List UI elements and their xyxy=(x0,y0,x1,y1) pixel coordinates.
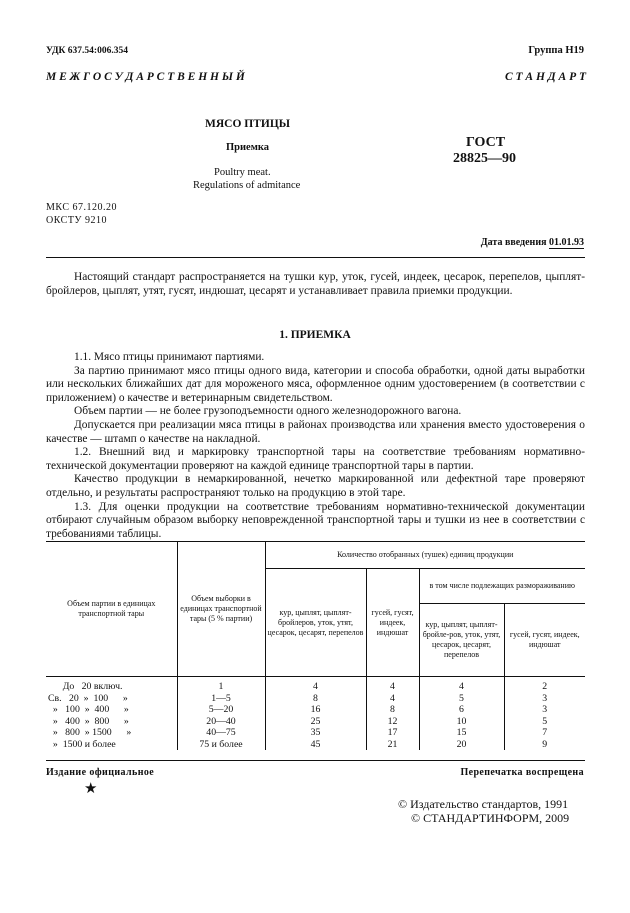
header-units-selected: Количество отобранных (тушек) единиц продукции xyxy=(265,542,585,569)
sampling-table xyxy=(46,541,585,750)
table-cell: 5 xyxy=(504,716,585,728)
english-title-line1: Poultry meat. xyxy=(214,167,271,178)
paragraph: 1.2. Внешний вид и маркировку транспортной тары на соответствие требованиям нормативно-технической документации проверяют на каждой единице транспортной тары в партии. xyxy=(46,446,585,472)
table-cell: 15 xyxy=(419,727,504,739)
table-row xyxy=(46,704,585,716)
table-cell: 20—40 xyxy=(177,716,265,728)
body-text xyxy=(46,351,585,541)
intro-text: Настоящий стандарт распространяется на тушки кур, уток, гусей, индеек, цесарок, перепелов, цыплят-бройлеров, цыплят, утят, гусят, индюшат, цесарят и устанавливает правила приемки продукции. xyxy=(46,271,585,297)
table-cell: 20 xyxy=(419,739,504,751)
table-row xyxy=(46,716,585,728)
gost-label: ГОСТ xyxy=(466,135,506,150)
standard-banner xyxy=(46,71,586,83)
official-edition: Издание официальное xyxy=(46,767,155,778)
table-cell: 4 xyxy=(366,677,419,693)
table-row xyxy=(46,677,585,693)
footer-divider xyxy=(46,760,585,761)
table-cell: 16 xyxy=(265,704,366,716)
paragraph: 1.1. Мясо птицы принимают партиями. xyxy=(74,351,265,363)
table-cell: 40—75 xyxy=(177,727,265,739)
table-cell: 2 xyxy=(504,677,585,693)
header-lot-size: Объем партии в единицах транспортной тары xyxy=(46,542,177,677)
effective-date xyxy=(481,237,584,248)
table-row xyxy=(46,727,585,739)
table-cell: » 1500 и более xyxy=(48,738,116,750)
table-cell: 12 xyxy=(366,716,419,728)
table-cell: Св. 20 » 100 » xyxy=(48,692,128,704)
table-cell: 17 xyxy=(366,727,419,739)
paragraph: За партию принимают мясо птицы одного вида, категории и способа обработки, одной даты выработки или нескольких ближайших дат для мороженого мяса, оформленное одним удостоверением (в соответствии с приложением) о качестве и ветеринарным свидетельством. xyxy=(46,364,585,404)
effective-date-value: 01.01.93 xyxy=(549,237,584,248)
table-cell: 3 xyxy=(504,693,585,705)
okstu-code: ОКСТУ 9210 xyxy=(46,215,108,226)
star-icon: ★ xyxy=(84,781,98,797)
paragraph: 1.3. Для оценки продукции на соответствие требованиям нормативно-технической документации отбирают случайным образом выборку неповрежденной транспортной тары и тушки из нее в соответствии с требованиями таблицы. xyxy=(46,500,585,540)
copyright-standartinform: © СТАНДАРТИНФОРМ, 2009 xyxy=(411,811,570,825)
table-cell: 6 xyxy=(419,704,504,716)
table-cell: 25 xyxy=(265,716,366,728)
intro-paragraph xyxy=(46,271,585,298)
copyright-publisher: © Издательство стандартов, 1991 xyxy=(398,797,569,811)
paragraph: Допускается при реализации мяса птицы в районах производства или хранения вместо удостоверения о качестве — штамп о качестве на накладной. xyxy=(46,418,585,445)
table-cell: » 800 » 1500 » xyxy=(48,727,132,738)
banner-word-2: С Т А Н Д А Р Т xyxy=(504,71,586,83)
table-cell: » 100 » 400 » xyxy=(48,704,129,715)
header-to-defrost: в том числе подлежащих размораживанию xyxy=(419,569,585,604)
table-cell: 8 xyxy=(366,704,419,716)
banner-word-1: М Е Ж Г О С У Д А Р С Т В Е Н Н Ы Й xyxy=(46,71,245,83)
header-defrost-chickens: кур, цыплят, цыплят-бройле-ров, уток, утят, цесарок, цесарят, перепелов xyxy=(419,604,504,677)
document-title: МЯСО ПТИЦЫ xyxy=(205,118,291,130)
table-cell: 4 xyxy=(265,677,366,693)
table-cell: 3 xyxy=(504,704,585,716)
header-sample-size: Объем выборки в единицах транспортной тары (5 % партии) xyxy=(177,542,265,677)
group-code: Группа Н19 xyxy=(528,45,584,56)
table-cell: 35 xyxy=(265,727,366,739)
reprint-prohibited: Перепечатка воспрещена xyxy=(460,767,584,778)
header-chickens-ducks: кур, цыплят, цыплят-бройлеров, уток, утят, цесарок, цесарят, перепелов xyxy=(265,569,366,677)
header-geese-turkeys: гусей, гусят, индеек, индюшат xyxy=(366,569,419,677)
table-cell: 75 и более xyxy=(177,739,265,751)
table-cell: До 20 включ. xyxy=(48,681,123,692)
mks-code: МКС 67.120.20 xyxy=(46,202,117,213)
table-cell: 7 xyxy=(504,727,585,739)
table-cell: 9 xyxy=(504,739,585,751)
document-subtitle: Приемка xyxy=(226,142,270,153)
table-cell: 4 xyxy=(419,677,504,693)
table-cell: 5—20 xyxy=(177,704,265,716)
table-cell: 8 xyxy=(265,693,366,705)
table-cell: 45 xyxy=(265,739,366,751)
table-cell: 1—5 xyxy=(177,693,265,705)
table-cell: 21 xyxy=(366,739,419,751)
table-cell: 10 xyxy=(419,716,504,728)
header-defrost-geese: гусей, гусят, индеек, индюшат xyxy=(504,604,585,677)
table-cell: 1 xyxy=(177,677,265,693)
english-title-line2: Regulations of admitance xyxy=(193,180,301,191)
paragraph: Качество продукции в немаркированной, нечетко маркированной или дефектной таре проверяют отдельно, и результаты распространяют только на продукцию в этой таре. xyxy=(46,473,585,499)
header-divider xyxy=(46,257,585,258)
paragraph: Объем партии — не более грузоподъемности одного железнодорожного вагона. xyxy=(74,405,462,418)
gost-number: 28825—90 xyxy=(453,151,516,166)
table-row xyxy=(46,693,585,705)
section-title: 1. ПРИЕМКА xyxy=(279,329,351,341)
udk-code: УДК 637.54:006.354 xyxy=(46,46,128,56)
effective-date-label: Дата введения xyxy=(480,237,547,248)
table-cell: 4 xyxy=(366,693,419,705)
table-cell: 5 xyxy=(419,693,504,705)
table-cell: » 400 » 800 » xyxy=(48,715,129,727)
table-row xyxy=(46,739,585,751)
